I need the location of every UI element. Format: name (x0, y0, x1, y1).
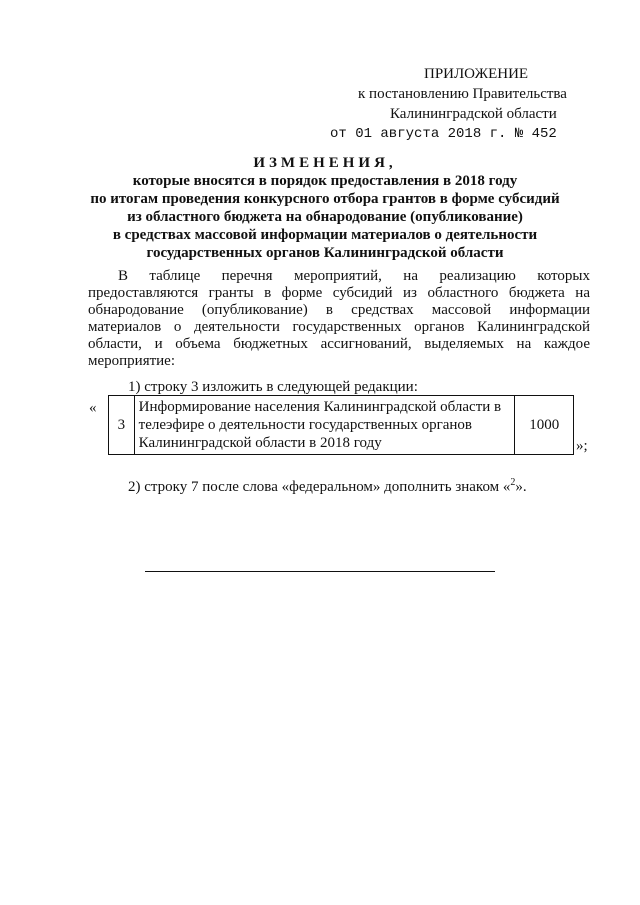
quote-close: »; (576, 438, 588, 454)
appendix-line-3: от 01 августа 2018 г. № 452 (330, 126, 557, 142)
appendix-block (300, 64, 590, 144)
appendix-title: ПРИЛОЖЕНИЕ (424, 66, 529, 82)
heading-title: ИЗМЕНЕНИЯ, (253, 155, 397, 171)
heading-line: которые вносятся в порядок предоставления в 2018 году (132, 173, 518, 189)
superscript-mark: 2 (510, 477, 516, 488)
row-number: 3 (109, 396, 135, 455)
table-row (109, 396, 574, 455)
item-1: 1) строку 3 изложить в следующей редакции: (128, 379, 418, 395)
amendment-table (108, 395, 574, 455)
row-description: Информирование населения Калининградской области в телеэфире о деятельности государственных органов Калининградской области в 2018 году (134, 396, 515, 455)
document-heading (60, 154, 590, 262)
row-amount: 1000 (515, 396, 574, 455)
heading-line: в средствах массовой информации материалов о деятельности (112, 227, 538, 243)
item-2-text: 2) строку 7 после слова «федеральном» дополнить знаком « (128, 479, 511, 495)
item-2 (128, 474, 527, 496)
heading-line: из областного бюджета на обнародование (опубликование) (127, 209, 523, 225)
item-2-end: ». (515, 479, 527, 495)
heading-line: по итогам проведения конкурсного отбора грантов в форме субсидий (90, 191, 560, 207)
closing-rule (145, 571, 495, 572)
quote-open: « (89, 400, 97, 416)
heading-line: государственных органов Калининградской области (146, 245, 504, 261)
appendix-line-1: к постановлению Правительства (358, 86, 567, 102)
body-paragraph: В таблице перечня мероприятий, на реализацию которых предоставляются гранты в форме субсидий из областного бюджета на обнародование (опубликование) в средствах массовой информации материалов о деятельности государственных органов Калининградской области, и объема бюджетных ассигнований, выделяемых на каждое мероприятие: (88, 268, 590, 369)
appendix-line-2: Калининградской области (390, 106, 557, 122)
